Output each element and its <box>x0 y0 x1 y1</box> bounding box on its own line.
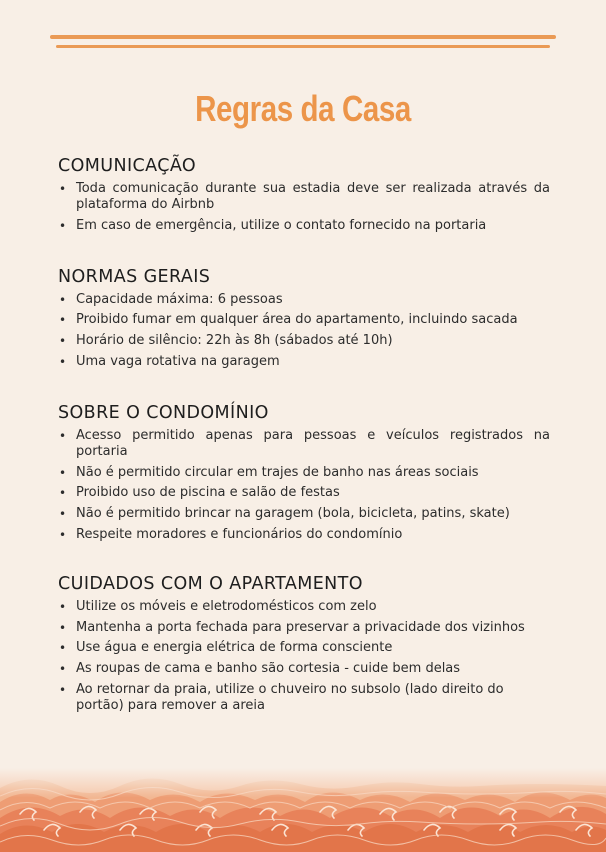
section-comunicacao <box>58 154 550 234</box>
decorative-waves-illustration <box>0 768 606 852</box>
list-item: • Proibido fumar em qualquer área do apartamento, incluindo sacada <box>58 312 550 328</box>
list-item: • Use água e energia elétrica de forma consciente <box>58 640 550 656</box>
list-item: • As roupas de cama e banho são cortesia - cuide bem delas <box>58 661 550 677</box>
rules-list <box>58 292 550 370</box>
section-sobre-condominio <box>58 401 550 543</box>
top-divider-line <box>50 35 556 39</box>
list-item: • Acesso permitido apenas para pessoas e veículos registrados na portaria <box>58 428 550 460</box>
list-item: • Ao retornar da praia, utilize o chuveiro no subsolo (lado direito do portão) para remover a areia <box>58 682 550 714</box>
list-item: • Mantenha a porta fechada para preservar a privacidade dos vizinhos <box>58 620 550 636</box>
list-item: • Utilize os móveis e eletrodomésticos com zelo <box>58 599 550 615</box>
list-item: • Não é permitido circular em trajes de banho nas áreas sociais <box>58 465 550 481</box>
list-item: • Toda comunicação durante sua estadia deve ser realizada através da plataforma do Airbnb <box>58 181 550 213</box>
list-item: • Proibido uso de piscina e salão de festas <box>58 485 550 501</box>
list-item: • Em caso de emergência, utilize o contato fornecido na portaria <box>58 218 550 234</box>
section-cuidados-apartamento <box>58 572 550 714</box>
rules-list <box>58 428 550 543</box>
top-divider-line-secondary <box>56 45 550 48</box>
rules-list <box>58 181 550 234</box>
list-item: • Uma vaga rotativa na garagem <box>58 354 550 370</box>
rules-list <box>58 599 550 714</box>
rules-content <box>58 154 550 719</box>
list-item: • Respeite moradores e funcionários do condomínio <box>58 527 550 543</box>
section-heading: CUIDADOS COM O APARTAMENTO <box>58 573 363 594</box>
list-item: • Horário de silêncio: 22h às 8h (sábados até 10h) <box>58 333 550 349</box>
section-heading: NORMAS GERAIS <box>58 266 211 287</box>
section-heading: SOBRE O CONDOMÍNIO <box>58 402 269 423</box>
list-item: • Capacidade máxima: 6 pessoas <box>58 292 550 308</box>
list-item: • Não é permitido brincar na garagem (bola, bicicleta, patins, skate) <box>58 506 550 522</box>
section-normas-gerais <box>58 265 550 370</box>
section-heading: COMUNICAÇÃO <box>58 156 197 176</box>
page-title: Regras da Casa <box>195 88 411 129</box>
